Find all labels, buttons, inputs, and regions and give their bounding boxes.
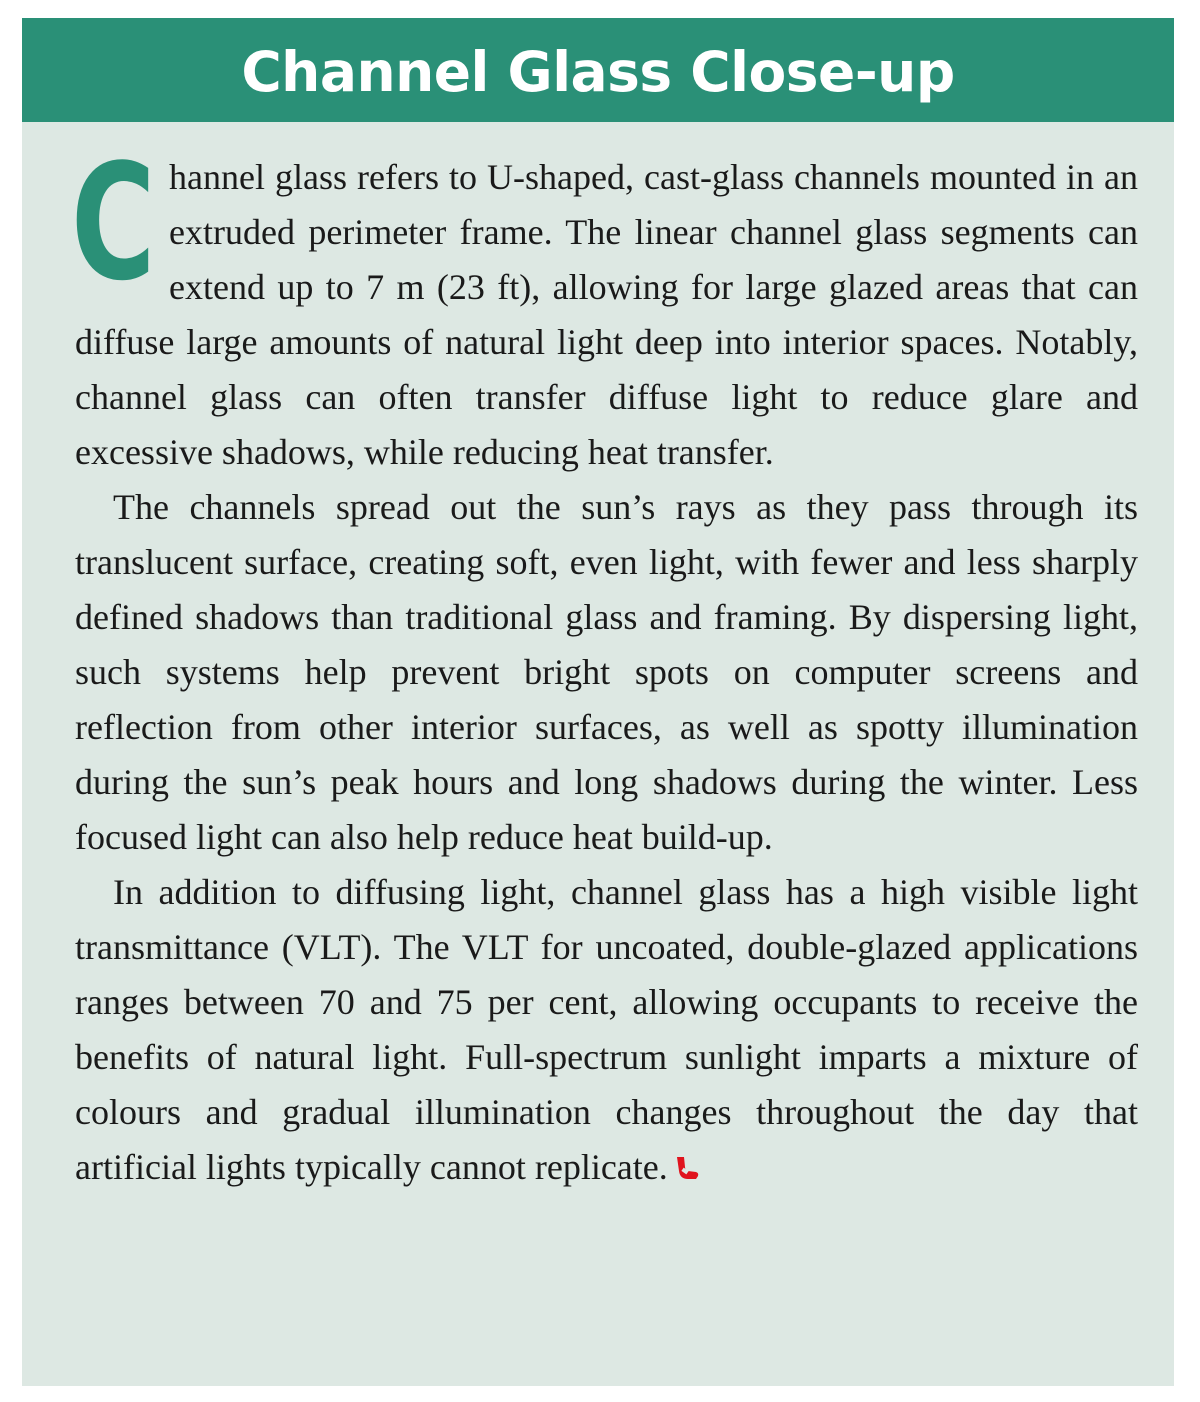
- drop-cap: C: [71, 129, 156, 316]
- end-of-article-icon: [674, 1155, 700, 1181]
- sidebar-title: Channel Glass Close-up: [241, 39, 955, 104]
- paragraph-3: [75, 865, 1138, 1195]
- sidebar-header: [22, 18, 1174, 122]
- paragraph-1: [71, 129, 1138, 480]
- sidebar-body: [71, 129, 1138, 1195]
- paragraph-1-text: hannel glass refers to U-shaped, cast-glass channels mounted in an extruded perimeter frame. The linear channel glass segments can extend up to 7 m (23 ft), allowing for large glazed areas that can diffuse large amounts of natural light deep into interior spaces. Notably, channel glass can often transfer diffuse light to reduce glare and excessive shadows, while reducing heat transfer.: [75, 157, 1138, 472]
- sidebar-panel: [22, 18, 1174, 1386]
- paragraph-2: The channels spread out the sun’s rays as they pass through its translucent surface, creating soft, even light, with fewer and less sharply defined shadows than traditional glass and framing. By dispersing light, such systems help prevent bright spots on computer screens and reflection from other interior surfaces, as well as spotty illumination during the sun’s peak hours and long shadows during the winter. Less focused light can also help reduce heat build-up.: [75, 487, 1138, 857]
- paragraph-3-text: In addition to diffusing light, channel glass has a high visible light transmittance (VLT). The VLT for uncoated, double-glazed applications ranges between 70 and 75 per cent, allowing occupants to receive the benefits of natural light. Full-spectrum sunlight imparts a mixture of colours and gradual illumination changes throughout the day that artificial lights typically cannot replicate.: [75, 872, 1138, 1187]
